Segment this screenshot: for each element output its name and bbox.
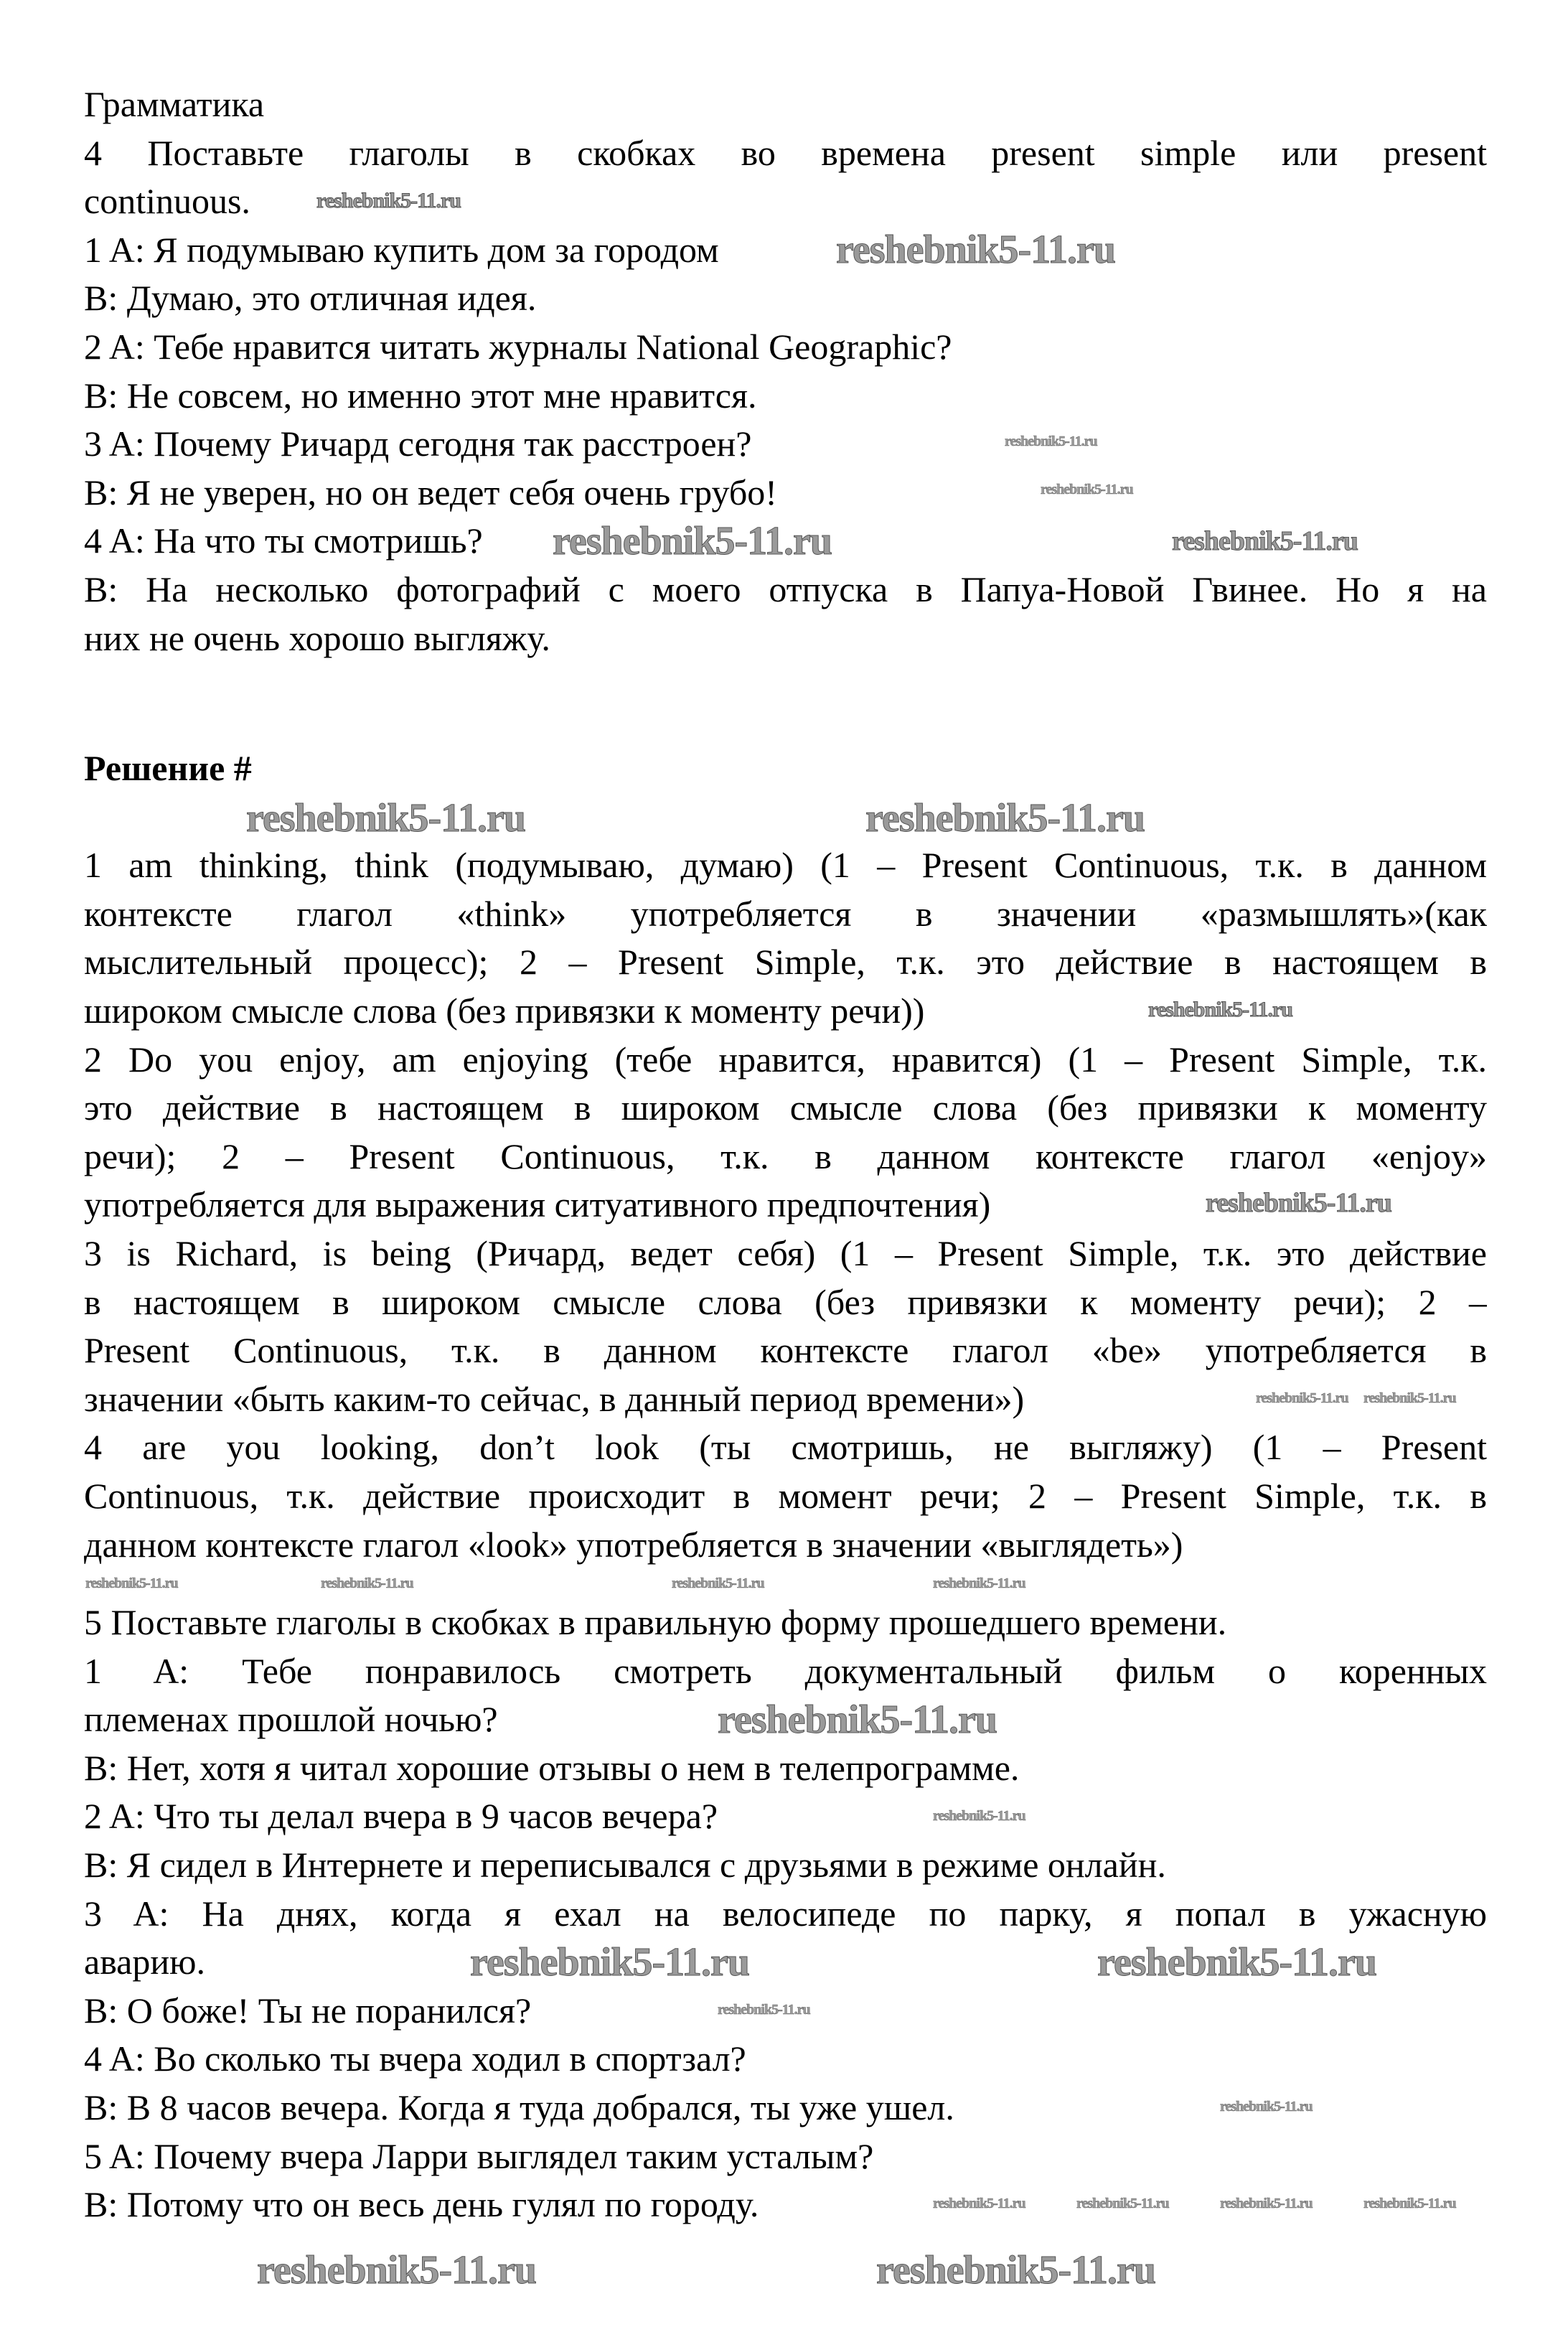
text-line: широком смысле слова (без привязки к моменту речи)) (84, 990, 925, 1031)
watermark: reshebnik5-11.ru (321, 1575, 413, 1591)
text-line: 4 are you looking, don’t look (ты смотришь, не выгляжу) (1 – Present (84, 1427, 1487, 1468)
watermark: reshebnik5-11.ru (1148, 998, 1292, 1021)
paragraph (84, 2132, 1487, 2181)
text-line: 3 is Richard, is being (Ричард, ведет себя) (1 – Present Simple, т.к. это действие (84, 1232, 1487, 1273)
section-heading: Решение # (84, 748, 252, 788)
text-line: 5 A: Почему вчера Ларри выглядел таким усталым? (84, 2135, 874, 2176)
text-line: данном контексте глагол «look» употребляется в значении «выглядеть») (84, 1524, 1183, 1565)
text-line: Грамматика (84, 84, 265, 124)
text-line: них не очень хорошо выгляжу. (84, 617, 550, 658)
text-line: B: Нет, хотя я читал хорошие отзывы о нем в телепрограмме. (84, 1747, 1020, 1788)
paragraph (84, 1598, 1487, 1647)
text-line: 4 A: Во сколько ты вчера ходил в спортзал? (84, 2038, 746, 2079)
watermark: reshebnik5-11.ru (553, 519, 832, 563)
paragraph (84, 129, 1487, 226)
text-line: в настоящем в широком смысле слова (без привязки к моменту речи); 2 – (84, 1281, 1487, 1322)
paragraph (84, 274, 1487, 323)
text-line: 1 A: Тебе понравилось смотреть документальный фильм о коренных (84, 1650, 1487, 1691)
watermark: reshebnik5-11.ru (718, 1698, 997, 1742)
watermark: reshebnik5-11.ru (1097, 1940, 1377, 1985)
text-line: 3 A: Почему Ричард сегодня так расстроен? (84, 423, 752, 464)
text-line: мыслительный процесс); 2 – Present Simple, т.к. это действие в настоящем в (84, 942, 1487, 983)
watermark: reshebnik5-11.ru (672, 1575, 764, 1591)
text-line: B: В 8 часов вечера. Когда я туда добрался, ты уже ушел. (84, 2087, 954, 2127)
text-line: 5 Поставьте глаголы в скобках в правильную форму прошедшего времени. (84, 1602, 1227, 1642)
text-line: B: О боже! Ты не поранился? (84, 1990, 532, 2031)
watermark: reshebnik5-11.ru (316, 189, 461, 212)
paragraph (84, 80, 1487, 129)
paragraph (84, 566, 1487, 662)
watermark: reshebnik5-11.ru (876, 2248, 1156, 2293)
text-line: употребляется для выражения ситуативного предпочтения) (84, 1184, 991, 1225)
paragraph (84, 420, 1487, 469)
watermark: reshebnik5-11.ru (257, 2248, 537, 2293)
text-line: B: Я не уверен, но он ведет себя очень грубо! (84, 472, 777, 512)
watermark: reshebnik5-11.ru (470, 1940, 750, 1985)
text-line: 1 A: Я подумываю купить дом за городом (84, 229, 719, 270)
text-line: Present Continuous, т.к. в данном контексте глагол «be» употребляется в (84, 1330, 1487, 1371)
paragraph (84, 469, 1487, 518)
paragraph (84, 1744, 1487, 1793)
text-line: контексте глагол «think» употребляется в значении «размышлять»(как (84, 893, 1487, 934)
watermark: reshebnik5-11.ru (1363, 2196, 1456, 2211)
watermark: reshebnik5-11.ru (1172, 526, 1358, 556)
watermark: reshebnik5-11.ru (1220, 2099, 1313, 2115)
text-line: 4 A: На что ты смотришь? (84, 520, 483, 561)
text-line: B: Я сидел в Интернете и переписывался с друзьями в режиме онлайн. (84, 1844, 1166, 1885)
text-line: 2 A: Тебе нравится читать журналы National Geographic? (84, 326, 952, 367)
exercise-4-section (84, 80, 1487, 662)
watermark: reshebnik5-11.ru (718, 2002, 810, 2018)
text-line: 1 am thinking, think (подумываю, думаю) (1 – Present Continuous, т.к. в данном (84, 845, 1487, 886)
text-line: значении «быть каким-то сейчас, в данный период времени») (84, 1378, 1025, 1419)
text-line: аварию. (84, 1942, 205, 1982)
exercise-5-section (84, 1598, 1487, 2229)
solution-section (84, 744, 1487, 1569)
text-line: Continuous, т.к. действие происходит в момент речи; 2 – Present Simple, т.к. в (84, 1475, 1487, 1516)
watermark: reshebnik5-11.ru (836, 228, 1116, 272)
paragraph (84, 226, 1487, 275)
paragraph (84, 323, 1487, 372)
watermark: reshebnik5-11.ru (1256, 1390, 1348, 1406)
text-line: B: Не совсем, но именно этот мне нравится. (84, 375, 757, 416)
watermark: reshebnik5-11.ru (865, 796, 1145, 840)
text-line: речи); 2 – Present Continuous, т.к. в данном контексте глагол «enjoy» (84, 1135, 1487, 1176)
watermark: reshebnik5-11.ru (933, 1575, 1025, 1591)
paragraph (84, 372, 1487, 421)
text-line: племенах прошлой ночью? (84, 1699, 498, 1740)
watermark: reshebnik5-11.ru (1206, 1188, 1391, 1218)
text-line: 4 Поставьте глаголы в скобках во времена present simple или present (84, 132, 1487, 173)
watermark: reshebnik5-11.ru (85, 1575, 178, 1591)
watermark: reshebnik5-11.ru (933, 2196, 1025, 2211)
watermark: reshebnik5-11.ru (1005, 434, 1097, 449)
text-line: B: На несколько фотографий с моего отпуска в Папуа-Новой Гвинее. Но я на (84, 568, 1487, 609)
text-line: 2 Do you enjoy, am enjoying (тебе нравится, нравится) (1 – Present Simple, т.к. (84, 1039, 1487, 1080)
text-line: B: Думаю, это отличная идея. (84, 278, 537, 319)
text-line: 2 A: Что ты делал вчера в 9 часов вечера? (84, 1796, 718, 1837)
text-line: B: Потому что он весь день гулял по городу. (84, 2184, 759, 2225)
watermark: reshebnik5-11.ru (933, 1808, 1025, 1824)
text-line: 3 A: На днях, когда я ехал на велосипеде по парку, я попал в ужасную (84, 1893, 1487, 1934)
watermark: reshebnik5-11.ru (246, 796, 526, 840)
paragraph (84, 1423, 1487, 1569)
paragraph (84, 1792, 1487, 1841)
paragraph (84, 1841, 1487, 1890)
paragraph (84, 744, 1487, 793)
text-line: continuous. (84, 181, 250, 222)
watermark: reshebnik5-11.ru (1363, 1390, 1456, 1406)
text-line: это действие в настоящем в широком смысле слова (без привязки к моменту (84, 1087, 1487, 1128)
watermark: reshebnik5-11.ru (1076, 2196, 1169, 2211)
watermark: reshebnik5-11.ru (1041, 482, 1133, 497)
watermark: reshebnik5-11.ru (1220, 2196, 1313, 2211)
paragraph (84, 2035, 1487, 2084)
